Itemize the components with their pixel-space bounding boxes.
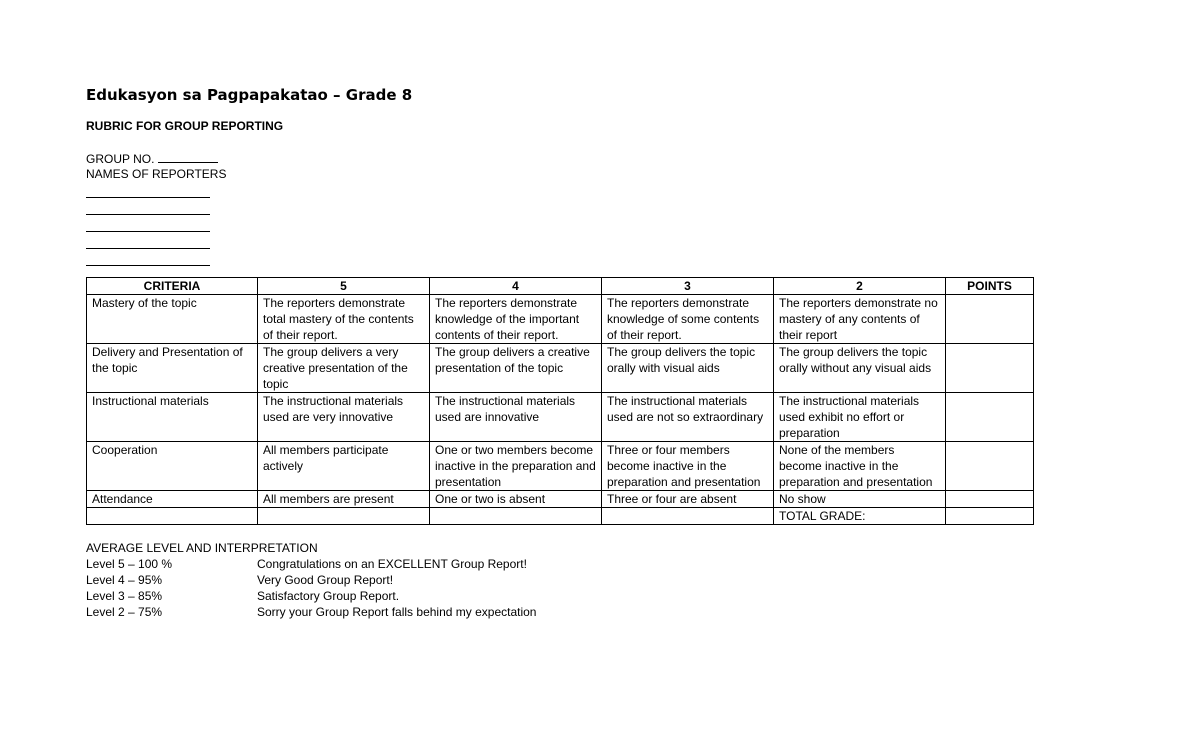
reporter-name-blank xyxy=(86,199,210,215)
total-row xyxy=(87,508,1034,525)
score-5-cell: The group delivers a very creative presentation of the topic xyxy=(258,344,430,393)
empty-cell xyxy=(430,508,602,525)
score-2-cell: No show xyxy=(774,491,946,508)
score-3-cell: The instructional materials used are not so extraordinary xyxy=(602,393,774,442)
table-row xyxy=(87,344,1034,393)
names-of-reporters-label: NAMES OF REPORTERS xyxy=(86,167,227,181)
header-score-3: 3 xyxy=(602,278,774,295)
reporter-name-blanks xyxy=(86,182,1086,266)
score-3-cell: The group delivers the topic orally with visual aids xyxy=(602,344,774,393)
score-3-cell: Three or four members become inactive in the preparation and presentation xyxy=(602,442,774,491)
points-cell xyxy=(946,295,1034,344)
points-cell xyxy=(946,344,1034,393)
table-row xyxy=(87,393,1034,442)
rubric-header-row xyxy=(87,278,1034,295)
criteria-cell: Instructional materials xyxy=(87,393,258,442)
score-5-cell: The reporters demonstrate total mastery of the contents of their report. xyxy=(258,295,430,344)
criteria-cell: Attendance xyxy=(87,491,258,508)
interpretation-row xyxy=(86,588,536,604)
level-text: Very Good Group Report! xyxy=(257,573,394,587)
reporter-name-blank xyxy=(86,216,210,232)
criteria-cell: Mastery of the topic xyxy=(87,295,258,344)
points-cell xyxy=(946,393,1034,442)
table-row xyxy=(87,442,1034,491)
interpretation-row xyxy=(86,604,536,620)
score-2-cell: The group delivers the topic orally without any visual aids xyxy=(774,344,946,393)
level-text: Sorry your Group Report falls behind my expectation xyxy=(257,605,537,619)
score-3-cell: The reporters demonstrate knowledge of some contents of their report. xyxy=(602,295,774,344)
interpretation-row xyxy=(86,572,536,588)
criteria-cell: Delivery and Presentation of the topic xyxy=(87,344,258,393)
interpretation-row xyxy=(86,556,536,572)
header-score-5: 5 xyxy=(258,278,430,295)
group-no-line xyxy=(86,150,1086,166)
score-4-cell: One or two members become inactive in the preparation and presentation xyxy=(430,442,602,491)
level-text: Congratulations on an EXCELLENT Group Report! xyxy=(257,557,527,571)
reporter-name-blank xyxy=(86,250,210,266)
points-cell xyxy=(946,491,1034,508)
empty-cell xyxy=(258,508,430,525)
level-label: Level 3 – 85% xyxy=(86,589,163,603)
reporter-name-blank xyxy=(86,233,210,249)
group-no-label: GROUP NO. xyxy=(86,152,158,166)
empty-cell xyxy=(87,508,258,525)
score-4-cell: The group delivers a creative presentation of the topic xyxy=(430,344,602,393)
level-text: Satisfactory Group Report. xyxy=(257,589,400,603)
document-header xyxy=(86,84,1086,267)
interpretation-section xyxy=(86,540,536,620)
score-4-cell: One or two is absent xyxy=(430,491,602,508)
header-points: POINTS xyxy=(946,278,1034,295)
score-5-cell: All members participate actively xyxy=(258,442,430,491)
table-row xyxy=(87,491,1034,508)
rubric-table xyxy=(86,277,1034,525)
score-2-cell: The instructional materials used exhibit no effort or preparation xyxy=(774,393,946,442)
total-grade-value xyxy=(946,508,1034,525)
header-criteria: CRITERIA xyxy=(87,278,258,295)
header-score-2: 2 xyxy=(774,278,946,295)
score-5-cell: The instructional materials used are very innovative xyxy=(258,393,430,442)
interpretation-heading: AVERAGE LEVEL AND INTERPRETATION xyxy=(86,541,318,555)
level-label: Level 5 – 100 % xyxy=(86,557,173,571)
points-cell xyxy=(946,442,1034,491)
level-label: Level 2 – 75% xyxy=(86,605,163,619)
level-label: Level 4 – 95% xyxy=(86,573,163,587)
criteria-cell: Cooperation xyxy=(87,442,258,491)
score-5-cell: All members are present xyxy=(258,491,430,508)
score-4-cell: The instructional materials used are innovative xyxy=(430,393,602,442)
empty-cell xyxy=(602,508,774,525)
score-3-cell: Three or four are absent xyxy=(602,491,774,508)
table-row xyxy=(87,295,1034,344)
rubric-title: RUBRIC FOR GROUP REPORTING xyxy=(86,119,284,133)
score-4-cell: The reporters demonstrate knowledge of the important contents of their report. xyxy=(430,295,602,344)
reporter-name-blank xyxy=(86,182,210,198)
group-no-blank xyxy=(158,150,218,163)
score-2-cell: None of the members become inactive in the preparation and presentation xyxy=(774,442,946,491)
total-grade-label: TOTAL GRADE: xyxy=(774,508,946,525)
header-score-4: 4 xyxy=(430,278,602,295)
document-title: Edukasyon sa Pagpapakatao – Grade 8 xyxy=(86,86,413,104)
score-2-cell: The reporters demonstrate no mastery of any contents of their report xyxy=(774,295,946,344)
